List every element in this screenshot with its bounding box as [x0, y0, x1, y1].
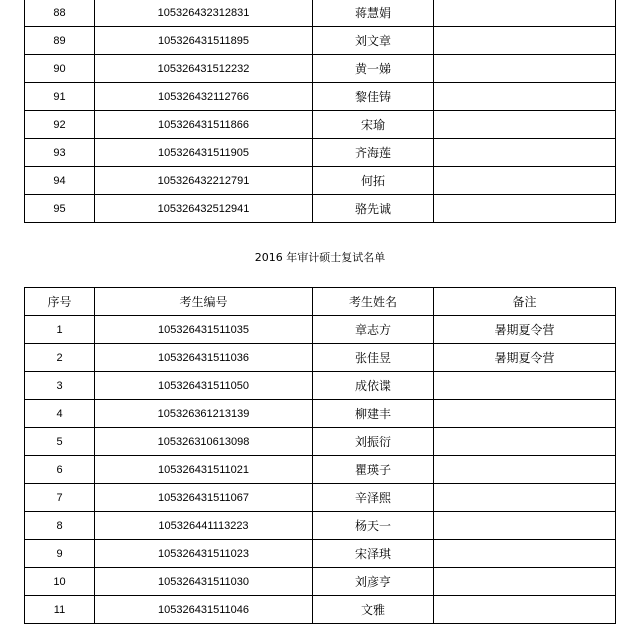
table-row	[25, 484, 616, 512]
name-cell: 齐海莲	[313, 139, 434, 167]
table-row	[25, 456, 616, 484]
table-row	[25, 167, 616, 195]
note-cell	[434, 512, 616, 540]
seq-cell: 1	[25, 316, 95, 344]
id-cell: 105326431511023	[95, 540, 313, 568]
header-note: 备注	[434, 288, 616, 316]
table-row	[25, 540, 616, 568]
id-cell: 105326432312831	[95, 0, 313, 27]
table-row	[25, 400, 616, 428]
roster-table-continued	[24, 0, 616, 223]
id-cell: 105326310613098	[95, 428, 313, 456]
seq-cell: 95	[25, 195, 95, 223]
note-cell	[434, 167, 616, 195]
note-cell	[434, 83, 616, 111]
table-row	[25, 428, 616, 456]
id-cell: 105326431511050	[95, 372, 313, 400]
table-row	[25, 344, 616, 372]
seq-cell: 6	[25, 456, 95, 484]
note-cell	[434, 540, 616, 568]
name-cell: 瞿瑛子	[313, 456, 434, 484]
note-cell	[434, 372, 616, 400]
id-cell: 105326431511895	[95, 27, 313, 55]
note-cell	[434, 139, 616, 167]
table-row	[25, 568, 616, 596]
seq-cell: 8	[25, 512, 95, 540]
table-caption: 2016 年审计硕士复试名单	[254, 251, 386, 264]
note-cell	[434, 484, 616, 512]
seq-cell: 2	[25, 344, 95, 372]
seq-cell: 89	[25, 27, 95, 55]
name-cell: 刘彦亨	[313, 568, 434, 596]
name-cell: 刘文章	[313, 27, 434, 55]
note-cell	[434, 55, 616, 83]
note-cell	[434, 111, 616, 139]
audit-master-retest-table	[24, 287, 616, 624]
name-cell: 何拓	[313, 167, 434, 195]
note-cell	[434, 195, 616, 223]
id-cell: 105326431511067	[95, 484, 313, 512]
note-cell	[434, 456, 616, 484]
name-cell: 章志方	[313, 316, 434, 344]
id-cell: 105326361213139	[95, 400, 313, 428]
name-cell: 黎佳铸	[313, 83, 434, 111]
name-cell: 柳建丰	[313, 400, 434, 428]
roster-table-body	[25, 316, 616, 624]
name-cell: 成依谍	[313, 372, 434, 400]
id-cell: 105326432512941	[95, 195, 313, 223]
table-row	[25, 596, 616, 624]
name-cell: 张佳昱	[313, 344, 434, 372]
id-cell: 105326431511036	[95, 344, 313, 372]
name-cell: 文雅	[313, 596, 434, 624]
note-cell	[434, 400, 616, 428]
name-cell: 刘振衍	[313, 428, 434, 456]
name-cell: 杨天一	[313, 512, 434, 540]
id-cell: 105326431511030	[95, 568, 313, 596]
id-cell: 105326431511046	[95, 596, 313, 624]
table-row	[25, 55, 616, 83]
seq-cell: 7	[25, 484, 95, 512]
seq-cell: 90	[25, 55, 95, 83]
table-row	[25, 195, 616, 223]
name-cell: 蒋慧娟	[313, 0, 434, 27]
table-row	[25, 27, 616, 55]
table-row	[25, 83, 616, 111]
table-header-row	[25, 288, 616, 316]
seq-cell: 4	[25, 400, 95, 428]
seq-cell: 11	[25, 596, 95, 624]
table-row	[25, 512, 616, 540]
note-cell	[434, 27, 616, 55]
name-cell: 宋瑜	[313, 111, 434, 139]
id-cell: 105326441113223	[95, 512, 313, 540]
seq-cell: 88	[25, 0, 95, 27]
id-cell: 105326431512232	[95, 55, 313, 83]
id-cell: 105326432112766	[95, 83, 313, 111]
roster-table-body	[25, 0, 616, 223]
name-cell: 宋泽琪	[313, 540, 434, 568]
table-row	[25, 111, 616, 139]
note-cell	[434, 596, 616, 624]
table-row	[25, 139, 616, 167]
table-row	[25, 372, 616, 400]
note-cell: 暑期夏令营	[434, 344, 616, 372]
seq-cell: 10	[25, 568, 95, 596]
seq-cell: 91	[25, 83, 95, 111]
seq-cell: 5	[25, 428, 95, 456]
id-cell: 105326431511905	[95, 139, 313, 167]
table-row	[25, 0, 616, 27]
id-cell: 105326432212791	[95, 167, 313, 195]
name-cell: 骆先诚	[313, 195, 434, 223]
header-name: 考生姓名	[313, 288, 434, 316]
note-cell	[434, 568, 616, 596]
name-cell: 黄一娣	[313, 55, 434, 83]
name-cell: 辛泽熙	[313, 484, 434, 512]
note-cell: 暑期夏令营	[434, 316, 616, 344]
id-cell: 105326431511021	[95, 456, 313, 484]
seq-cell: 93	[25, 139, 95, 167]
seq-cell: 94	[25, 167, 95, 195]
id-cell: 105326431511035	[95, 316, 313, 344]
header-id: 考生编号	[95, 288, 313, 316]
id-cell: 105326431511866	[95, 111, 313, 139]
seq-cell: 3	[25, 372, 95, 400]
header-seq: 序号	[25, 288, 95, 316]
note-cell	[434, 428, 616, 456]
table-row	[25, 316, 616, 344]
seq-cell: 92	[25, 111, 95, 139]
seq-cell: 9	[25, 540, 95, 568]
note-cell	[434, 0, 616, 27]
